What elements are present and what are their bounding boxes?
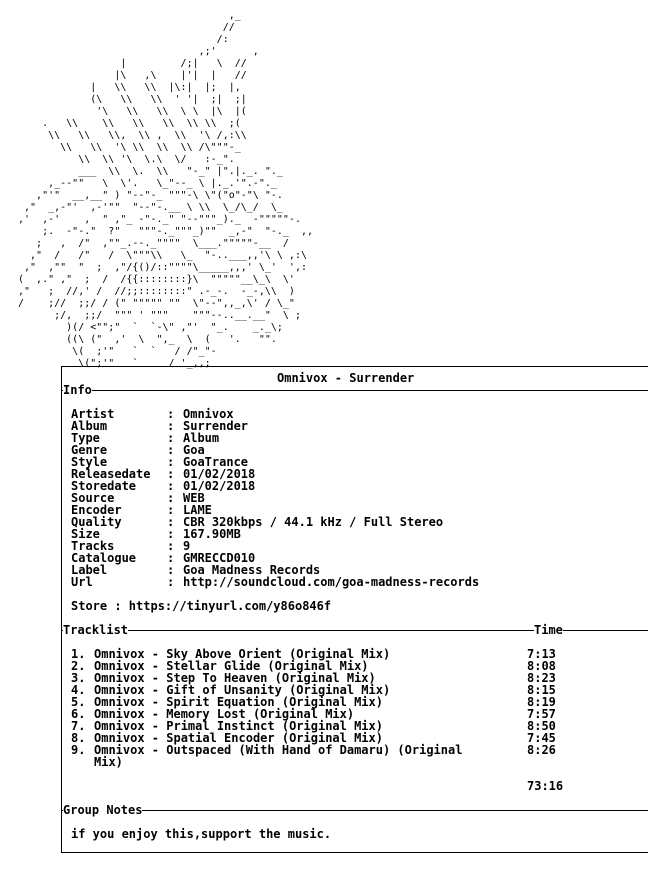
info-key: Genre [71, 443, 108, 457]
track-time: 7:45 [527, 731, 556, 745]
info-value: CBR 320kbps / 44.1 kHz / Full Stereo [183, 515, 444, 529]
info-value: http://soundcloud.com/goa-madness-records [183, 575, 480, 589]
track-number: 2. [71, 659, 86, 673]
info-value: LAME [183, 503, 212, 517]
info-value: 167.90MB [183, 527, 241, 541]
info-separator: : [167, 527, 175, 541]
info-separator: : [167, 455, 175, 469]
info-separator: : [167, 515, 175, 529]
tracklist-heading: Tracklist [63, 623, 129, 637]
info-key: Url [71, 575, 93, 589]
info-value: 01/02/2018 [183, 479, 256, 493]
info-key: Label [71, 563, 108, 577]
info-value: Goa Madness Records [183, 563, 321, 577]
track-title: Omnivox - Spirit Equation (Original Mix) [94, 695, 383, 709]
info-key: Tracks [71, 539, 115, 553]
track-title: Omnivox - Gift of Unsanity (Original Mix) [94, 683, 391, 697]
info-rule [61, 390, 648, 391]
info-value: WEB [183, 491, 205, 505]
track-number: 4. [71, 683, 86, 697]
info-key: Quality [71, 515, 122, 529]
track-title: Omnivox - Outspaced (With Hand of Damaru) (Original [94, 743, 463, 757]
info-separator: : [167, 539, 175, 553]
track-time: 8:26 [527, 743, 556, 757]
track-title-continued: Mix) [94, 755, 123, 769]
notes-heading: Group Notes [63, 803, 143, 817]
info-separator: : [167, 479, 175, 493]
info-key: Catalogue [71, 551, 137, 565]
track-title: Omnivox - Step To Heaven (Original Mix) [94, 671, 376, 685]
info-value: Omnivox [183, 407, 234, 421]
release-title: Omnivox - Surrender [277, 371, 415, 385]
track-title: Omnivox - Memory Lost (Original Mix) [94, 707, 355, 721]
info-separator: : [167, 407, 175, 421]
track-number: 8. [71, 731, 86, 745]
track-number: 7. [71, 719, 86, 733]
ascii-art-logo: ,_ // /: ,;' , | /;| \ // |\ ,\ |'| | // | \\ \\ |\:| |; |, (\ \\ \\ ' '| ;| ;| '\ \\ \\ \ \ |\ |( . \\ \\ \\ \\ \\ \\ ;( \\ \\ \\, \\ , \\ '\ /,:\\ \\ \\ '\ \\ \\ \\ /\"""-_ \\ \\ '\ \.\ \/ :-_". ___ \\ \. \\ "-_" |".|._. "._ ,_--"" \ \'. \_"--_ \ |._.'".-"._ ,"'" __,__" ) "--"-_ """-\ \"("o"-"\ "-. ," _,-"' ,-'"" "--"-.__ \ \\ \_/\_/ \_ ,' ,-' , " ,"_ -"-._" "--"""_)._ -"""""-. ;. -"-." ?" """-._"""_)"" _,-" "-._ ,, ; , /" ,""_.--._"""" \___."""""-__ / ," / /" / \"""\\ \_ "-..___,,'\ \ ,:\ ," ,"" " ; ,"/{()/::""""\_____,,,' \_' ',: ( ,." ," ; / /{{::::::::}\ """""__\_\ \' ," ; //,' / //;;::::::::" .-_-. -_-,\\ ) / ;// ;;/ / (" """"" "" \"--",,_,\' / \_" ;/, ;;/ """ ' """ """--..__.__" \ ; )(/ <"";" ` `-\" ,"' "_. _._\; ((\ (" ,' \ ",_ \ ( '. "". \( ;'" ` ` / /"_"- \(";'" ` / '_,,; [18, 10, 314, 369]
track-number: 5. [71, 695, 86, 709]
track-title: Omnivox - Spatial Encoder (Original Mix) [94, 731, 383, 745]
info-key: Album [71, 419, 108, 433]
info-value: GoaTrance [183, 455, 249, 469]
time-heading: Time [534, 623, 563, 637]
info-key: Type [71, 431, 100, 445]
left-border [61, 366, 62, 852]
info-key: Storedate [71, 479, 137, 493]
info-separator: : [167, 431, 175, 445]
info-key: Size [71, 527, 100, 541]
track-number: 9. [71, 743, 86, 757]
info-value: 01/02/2018 [183, 467, 256, 481]
info-separator: : [167, 443, 175, 457]
info-value: GMRECCD010 [183, 551, 256, 565]
info-separator: : [167, 467, 175, 481]
info-value: Goa [183, 443, 205, 457]
notes-text: if you enjoy this,support the music. [71, 827, 332, 841]
info-separator: : [167, 491, 175, 505]
info-separator: : [167, 503, 175, 517]
track-number: 3. [71, 671, 86, 685]
bottom-rule [61, 852, 648, 853]
title-rule [61, 366, 648, 367]
info-key: Source [71, 491, 115, 505]
track-time: 8:15 [527, 683, 556, 697]
info-key: Style [71, 455, 108, 469]
info-value: 9 [183, 539, 191, 553]
info-separator: : [167, 575, 175, 589]
track-number: 1. [71, 647, 86, 661]
notes-rule [61, 810, 648, 811]
track-title: Omnivox - Primal Instinct (Original Mix) [94, 719, 383, 733]
info-key: Releasedate [71, 467, 151, 481]
info-key: Artist [71, 407, 115, 421]
info-separator: : [167, 419, 175, 433]
info-value: Surrender [183, 419, 249, 433]
nfo-panel [56, 360, 648, 852]
track-title: Omnivox - Stellar Glide (Original Mix) [94, 659, 369, 673]
info-separator: : [167, 551, 175, 565]
store-line: Store : https://tinyurl.com/y86o846f [71, 599, 332, 613]
track-title: Omnivox - Sky Above Orient (Original Mix) [94, 647, 391, 661]
track-time: 8:23 [527, 671, 556, 685]
info-key: Encoder [71, 503, 122, 517]
track-time: 8:50 [527, 719, 556, 733]
total-time: 73:16 [527, 779, 564, 793]
track-number: 6. [71, 707, 86, 721]
info-value: Album [183, 431, 220, 445]
info-separator: : [167, 563, 175, 577]
track-time: 7:57 [527, 707, 556, 721]
info-heading: Info [63, 383, 92, 397]
track-time: 7:13 [527, 647, 556, 661]
track-time: 8:19 [527, 695, 556, 709]
track-time: 8:08 [527, 659, 556, 673]
